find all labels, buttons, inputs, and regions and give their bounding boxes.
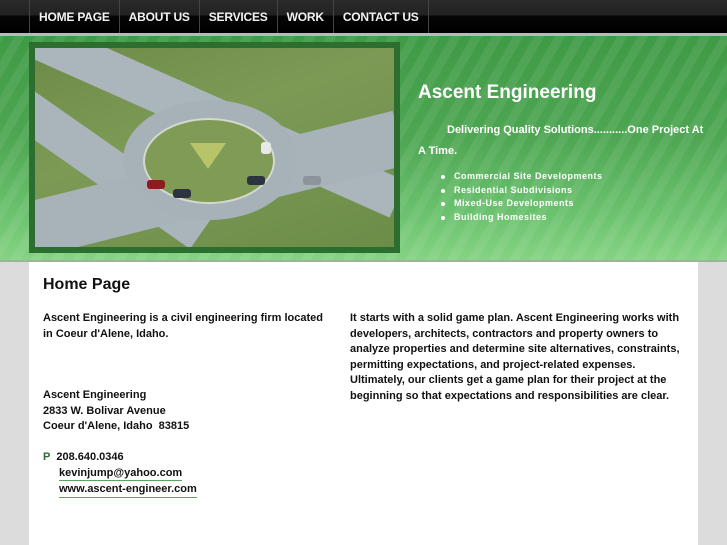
services-list-item: Residential Subdivisions [440,184,603,198]
services-list-item: Building Homesites [440,211,603,225]
services-list [440,170,603,225]
page-title: Home Page [43,276,131,293]
photo-car [247,176,265,185]
photo-car [303,176,321,185]
phone-number: 208.640.0346 [56,451,124,463]
site-title: Ascent Engineering [418,82,597,103]
intro-text: Ascent Engineering is a civil engineering firm located in Coeur d'Alene, Idaho. [43,312,323,340]
nav-item-contact-us[interactable]: CONTACT US [334,0,429,33]
email-link[interactable]: kevinjump@yahoo.com [59,466,182,482]
photo-car [173,189,191,198]
roundabout-photo [35,48,394,247]
bullet-icon [441,189,445,193]
header-banner [0,36,727,260]
main-content [29,262,698,545]
contact-block [43,450,197,499]
header-photo-frame [29,42,400,253]
site-tagline: Delivering Quality Solutions...........One Project At A Time. [418,124,704,157]
top-navigation [0,0,727,33]
nav-list [29,0,429,33]
address-line: Ascent Engineering [43,389,147,401]
photo-car [261,142,271,154]
phone-row [43,450,197,466]
phone-label: P [43,451,51,463]
nav-item-about-us[interactable]: ABOUT US [120,0,200,33]
bullet-icon [441,175,445,179]
address-line: Coeur d'Alene, Idaho 83815 [43,420,190,432]
photo-car [147,180,165,189]
address-line: 2833 W. Bolivar Avenue [43,404,166,417]
website-link[interactable]: www.ascent-engineer.com [59,482,197,498]
bullet-icon [441,216,445,220]
nav-item-services[interactable]: SERVICES [200,0,278,33]
services-list-item: Commercial Site Developments [440,170,603,184]
about-text: It starts with a solid game plan. Ascent Engineering works with developers, architects, contractors and property owners to analyze properties and determine site alternatives, constraints, permitting expectations, and project-related expenses. Ultimately, our clients get a game plan for their project at the beginning so that expectations and responsibilities are clear. [350,312,680,402]
nav-item-home-page[interactable]: HOME PAGE [30,0,120,33]
nav-item-work[interactable]: WORK [278,0,334,33]
bullet-icon [441,202,445,206]
services-list-item: Mixed-Use Developments [440,197,603,211]
address-block [43,388,189,435]
